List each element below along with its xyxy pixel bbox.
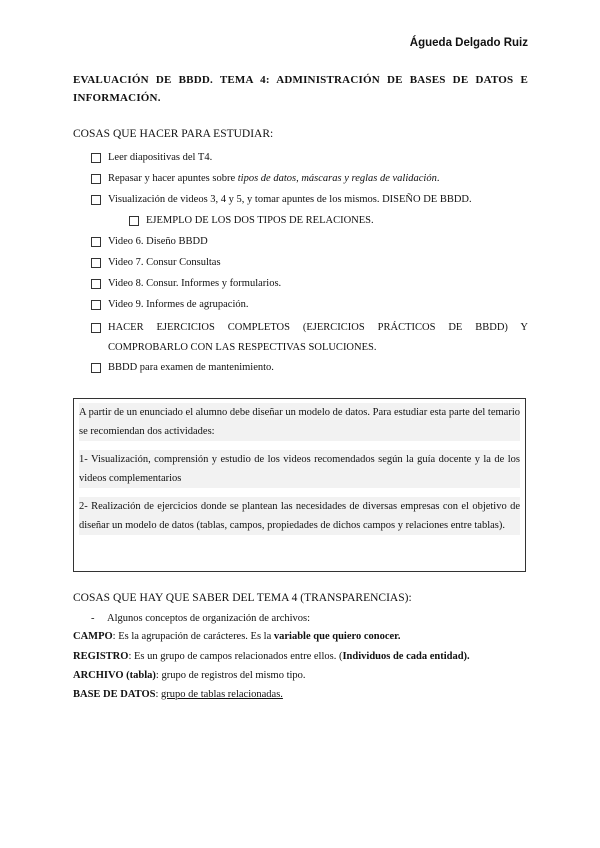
checklist-item-text: Video 6. Diseño BBDD: [108, 236, 208, 247]
checkbox-icon[interactable]: [129, 216, 139, 226]
definition-text: : Es un grupo de campos relacionados entre ellos. (: [128, 651, 343, 662]
definition-campo: [73, 631, 400, 642]
checkbox-icon[interactable]: [91, 195, 101, 205]
checkbox-icon[interactable]: [91, 363, 101, 373]
definition-emphasis: variable que quiero conocer.: [273, 631, 401, 642]
definition-term: BASE DE DATOS: [73, 689, 156, 700]
bullet-item: [91, 613, 310, 624]
info-paragraph-intro: A partir de un enunciado el alumno debe diseñar un modelo de datos. Para estudiar esta parte del temario se recomiendan dos actividades:: [79, 403, 520, 441]
info-paragraph-activity-2: 2- Realización de ejercicios donde se plantean las necesidades de diversas empresas con el objetivo de diseñar un modelo de datos (tablas, campos, propiedades de dichos campos y relaciones entre tablas).: [79, 497, 520, 535]
checklist-item: [91, 171, 528, 187]
checkbox-icon[interactable]: [91, 258, 101, 268]
checklist-item-emphasis: tipos de datos, máscaras y reglas de validación: [237, 173, 437, 184]
info-box: [73, 398, 526, 572]
checklist-item: [91, 192, 528, 208]
info-paragraph-activity-1: 1- Visualización, comprensión y estudio de los videos recomendados según la guía docente y la de los videos complementarios: [79, 450, 520, 488]
document-title: EVALUACIÓN DE BBDD. TEMA 4: ADMINISTRACIÓN DE BASES DE DATOS E INFORMACIÓN.: [73, 74, 528, 104]
checklist-item-text: Video 8. Consur. Informes y formularios.: [108, 278, 282, 289]
definition-base-de-datos: [73, 689, 283, 700]
checklist-item-text: Visualización de videos 3, 4 y 5, y tomar apuntes de los mismos. DISEÑO DE BBDD.: [108, 194, 472, 205]
checklist-item: [91, 318, 528, 358]
definition-term: CAMPO: [73, 631, 113, 642]
checklist-item: [91, 234, 528, 250]
checkbox-icon[interactable]: [91, 174, 101, 184]
checklist-subitem: [129, 213, 528, 229]
knowledge-heading: COSAS QUE HAY QUE SABER DEL TEMA 4 (TRANSPARENCIAS):: [73, 592, 412, 604]
checklist-item: [91, 255, 528, 271]
definition-term: ARCHIVO (tabla): [73, 670, 156, 681]
definition-separator: :: [155, 689, 162, 700]
definition-term: REGISTRO: [73, 651, 129, 662]
definition-text: grupo de tablas relacionadas.: [161, 689, 283, 700]
definition-emphasis: Individuos de cada entidad).: [342, 651, 470, 662]
checklist-item: [91, 150, 528, 166]
bullet-text: Algunos conceptos de organización de archivos:: [107, 613, 311, 624]
checklist-item: [91, 360, 528, 376]
definition-registro: [73, 651, 470, 662]
definition-archivo: [73, 670, 306, 681]
checkbox-icon[interactable]: [91, 237, 101, 247]
checklist-item-text: Repasar y hacer apuntes sobre: [108, 173, 238, 184]
study-heading: COSAS QUE HACER PARA ESTUDIAR:: [73, 128, 274, 140]
definition-text: : grupo de registros del mismo tipo.: [155, 670, 306, 681]
checkbox-icon[interactable]: [91, 300, 101, 310]
checkbox-icon[interactable]: [91, 153, 101, 163]
checklist-item-text: Video 7. Consur Consultas: [108, 257, 221, 268]
checkbox-icon[interactable]: [91, 323, 101, 333]
checklist-item-text: Leer diapositivas del T4.: [108, 152, 213, 163]
checklist-item-text: Video 9. Informes de agrupación.: [108, 299, 249, 310]
author-name: Águeda Delgado Ruiz: [409, 37, 528, 49]
dash-bullet: -: [91, 613, 95, 624]
checklist-item-text: BBDD para examen de mantenimiento.: [108, 362, 274, 373]
study-checklist: [91, 150, 528, 381]
checklist-item-end: .: [436, 173, 440, 184]
checklist-item: [91, 276, 528, 292]
checkbox-icon[interactable]: [91, 279, 101, 289]
checklist-item: [91, 297, 528, 313]
checklist-item-text: HACER EJERCICIOS COMPLETOS (EJERCICIOS PRÁCTICOS DE BBDD) Y COMPROBARLO CON LAS RESPECTIVAS SOLUCIONES.: [108, 322, 528, 353]
checklist-item-text: EJEMPLO DE LOS DOS TIPOS DE RELACIONES.: [146, 215, 374, 226]
definition-text: : Es la agrupación de carácteres. Es la: [112, 631, 274, 642]
